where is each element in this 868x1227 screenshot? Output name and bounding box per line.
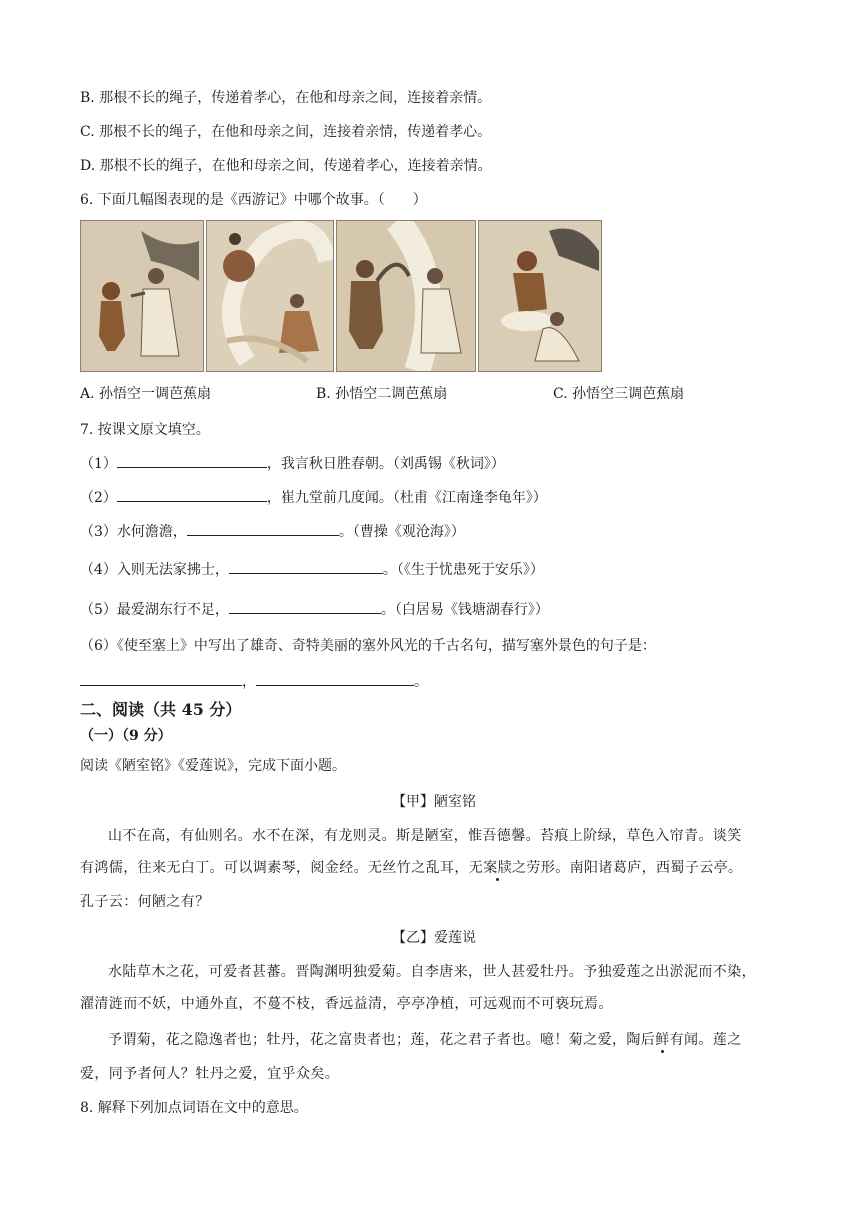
q7-item-3-suffix: 。（曹操《观沧海》） [338,524,465,540]
q7-item-3-prefix: （3）水何澹澹， [80,524,187,540]
q7-item-1 [80,452,505,474]
q7-item-1-prefix: （1） [80,456,117,472]
passage-yi-line-3 [80,1024,790,1056]
q8-stem: 8. 解释下列加点词语在文中的意思。 [80,1100,308,1116]
q7-item-2 [80,486,547,508]
passage-jia-title: 【甲】陋室铭 [392,794,476,810]
passage-jia-line-3: 孔子云：何陋之有？ [80,894,210,910]
q7-item-6-blanks [80,670,428,692]
q7-blank-5[interactable] [229,598,381,614]
section-2-subheading: （一）（9 分） [80,728,172,744]
q7-blank-3[interactable] [187,520,339,536]
passage-jia-line-2a: 有鸿儒，往来无白丁。可以调素琴，阅金经。无丝竹之乱耳，无 [80,860,484,876]
q7-item-5-prefix: （5）最爱湖东行不足， [80,602,229,618]
q5-option-d: D. 那根不长的绳子，在他和母亲之间，传递着孝心，连接着亲情。 [80,158,492,174]
q7-item-4-suffix: 。（《生于忧患死于安乐》） [382,562,544,578]
q7-blank-4[interactable] [229,558,383,574]
q7-item-5 [80,598,549,620]
dotted-word-an-du: 案牍 [483,860,513,876]
journey-to-the-west-illustrations [80,220,600,370]
passage-yi-line-2: 濯清涟而不妖，中通外直，不蔓不枝，香远益清，亭亭净植，可远观而不可亵玩焉。 [80,996,613,1012]
q7-item-1-suffix: ，我言秋日胜春朝。（刘禹锡《秋词》） [266,456,505,472]
q7-blank-2[interactable] [117,486,267,502]
illustration-panel-4 [478,220,602,372]
passage-jia-line-2b: 之劳形。南阳诸葛庐，西蜀子云亭。 [512,860,743,876]
q7-item-2-suffix: ，崔九堂前几度闻。（杜甫《江南逢李龟年》） [266,490,547,506]
q6-option-b: B. 孙悟空二调芭蕉扇 [316,386,448,402]
q7-item-3 [80,520,465,542]
dotted-word-xian: 鲜 [655,1032,670,1048]
passage-yi-line-4: 爱，同予者何人？牡丹之爱，宜乎众矣。 [80,1066,340,1082]
q6-option-c: C. 孙悟空三调芭蕉扇 [553,386,685,402]
q7-blank-6b[interactable] [256,670,414,686]
q7-item-2-prefix: （2） [80,490,117,506]
q7-item-4 [80,558,544,580]
q7-item-5-suffix: 。（白居易《钱塘湖春行》） [380,602,549,618]
reading-intro: 阅读《陋室铭》《爱莲说》，完成下面小题。 [80,758,346,774]
q6-option-a: A. 孙悟空一调芭蕉扇 [80,386,212,402]
q5-option-b: B. 那根不长的绳子，传递着孝心，在他和母亲之间，连接着亲情。 [80,90,492,106]
q7-stem: 7. 按课文原文填空。 [80,422,210,438]
passage-yi-line-3b: 有闻。莲之 [669,1032,742,1048]
q7-blank-6a[interactable] [80,670,242,686]
q7-item-4-prefix: （4）入则无法家拂士， [80,562,229,578]
illustration-panel-3 [336,220,476,372]
passage-yi-line-3a: 予谓菊，花之隐逸者也；牡丹，花之富贵者也；莲，花之君子者也。噫！菊之爱，陶后 [108,1032,656,1048]
illustration-panel-1 [80,220,204,372]
q7-item-6-comma: ， [242,674,256,690]
passage-jia-line-1: 山不在高，有仙则名。水不在深，有龙则灵。斯是陋室，惟吾德馨。苔痕上阶绿，草色入帘青。谈笑 [108,828,742,844]
q5-option-c: C. 那根不长的绳子，在他和母亲之间，连接着亲情，传递着孝心。 [80,124,492,140]
q7-item-6-end: 。 [414,674,428,690]
q6-stem: 6. 下面几幅图表现的是《西游记》中哪个故事。（ ） [80,192,427,208]
illustration-panel-2 [206,220,334,372]
passage-yi-line-1: 水陆草木之花，可爱者甚蕃。晋陶渊明独爱菊。自李唐来，世人甚爱牡丹。予独爱莲之出淤泥而不染， [108,964,756,980]
q7-item-6-text: （6）《使至塞上》中写出了雄奇、奇特美丽的塞外风光的千古名句，描写塞外景色的句子是： [80,638,656,654]
passage-yi-title: 【乙】爱莲说 [392,930,476,946]
section-2-heading: 二、阅读（共 45 分） [80,700,242,719]
passage-jia-line-2 [80,852,790,884]
q7-blank-1[interactable] [117,452,267,468]
